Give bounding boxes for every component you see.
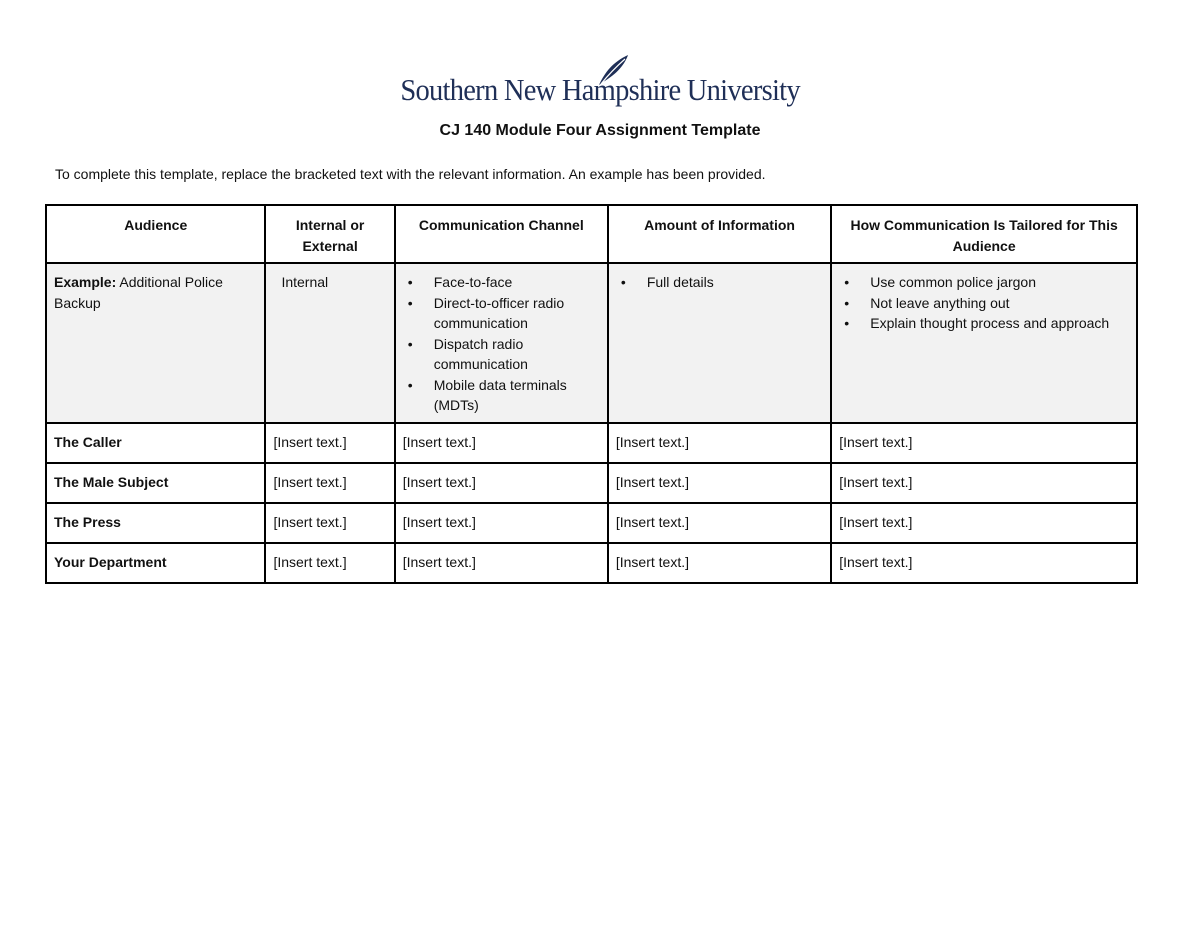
- instructions-text: To complete this template, replace the bracketed text with the relevant information. An example has been provided.: [55, 166, 766, 182]
- example-tailored-list: [839, 272, 1129, 334]
- tailored-cell[interactable]: [Insert text.]: [831, 463, 1137, 503]
- list-item: • Not leave anything out: [839, 293, 1129, 314]
- list-item: • Explain thought process and approach: [839, 313, 1129, 334]
- table-row: [46, 463, 1137, 503]
- document-title: CJ 140 Module Four Assignment Template: [439, 122, 761, 139]
- table-row: [46, 503, 1137, 543]
- table-header-row: [46, 205, 1137, 263]
- header-how-tailored: How Communication Is Tailored for This Audience: [831, 205, 1137, 263]
- audience-cell: The Caller: [46, 423, 265, 463]
- header-internal-external: Internal or External: [265, 205, 394, 263]
- university-logo: [0, 52, 1200, 105]
- example-label: Example:: [54, 274, 117, 290]
- amount-cell[interactable]: [Insert text.]: [608, 503, 831, 543]
- table-row: [46, 543, 1137, 583]
- example-channel-cell: [395, 263, 608, 423]
- list-item: • Dispatch radio communication: [403, 334, 600, 375]
- list-item: • Direct-to-officer radio communication: [403, 293, 600, 334]
- list-item: • Use common police jargon: [839, 272, 1129, 293]
- example-tailored-cell: [831, 263, 1137, 423]
- table-row: [46, 423, 1137, 463]
- example-audience: Additional Police Backup: [54, 274, 223, 311]
- logo-wordmark: Southern New Hampshire University: [400, 72, 800, 107]
- example-amount-cell: [608, 263, 831, 423]
- internal-external-cell[interactable]: [Insert text.]: [265, 543, 394, 583]
- channel-cell[interactable]: [Insert text.]: [395, 543, 608, 583]
- internal-external-cell[interactable]: [Insert text.]: [265, 423, 394, 463]
- amount-cell[interactable]: [Insert text.]: [608, 423, 831, 463]
- list-item: • Mobile data terminals (MDTs): [403, 375, 600, 416]
- header-amount-of-information: Amount of Information: [608, 205, 831, 263]
- tailored-cell[interactable]: [Insert text.]: [831, 423, 1137, 463]
- example-internal-external: Internal: [281, 274, 329, 290]
- amount-cell[interactable]: [Insert text.]: [608, 463, 831, 503]
- internal-external-cell[interactable]: [Insert text.]: [265, 503, 394, 543]
- list-item: • Full details: [616, 272, 823, 293]
- amount-cell[interactable]: [Insert text.]: [608, 543, 831, 583]
- example-audience-cell: [46, 263, 265, 423]
- tailored-cell[interactable]: [Insert text.]: [831, 503, 1137, 543]
- channel-cell[interactable]: [Insert text.]: [395, 423, 608, 463]
- list-item: • Face-to-face: [403, 272, 600, 293]
- tailored-cell[interactable]: [Insert text.]: [831, 543, 1137, 583]
- internal-external-cell[interactable]: [Insert text.]: [265, 463, 394, 503]
- header-communication-channel: Communication Channel: [395, 205, 608, 263]
- channel-cell[interactable]: [Insert text.]: [395, 463, 608, 503]
- example-amount-list: [616, 272, 823, 293]
- audience-cell: Your Department: [46, 543, 265, 583]
- header-audience: Audience: [46, 205, 265, 263]
- example-row: [46, 263, 1137, 423]
- channel-cell[interactable]: [Insert text.]: [395, 503, 608, 543]
- communication-table: [45, 204, 1138, 584]
- audience-cell: The Male Subject: [46, 463, 265, 503]
- example-internal-external-cell: [265, 263, 394, 423]
- audience-cell: The Press: [46, 503, 265, 543]
- example-channel-list: [403, 272, 600, 416]
- logo-wrapper: [383, 52, 817, 105]
